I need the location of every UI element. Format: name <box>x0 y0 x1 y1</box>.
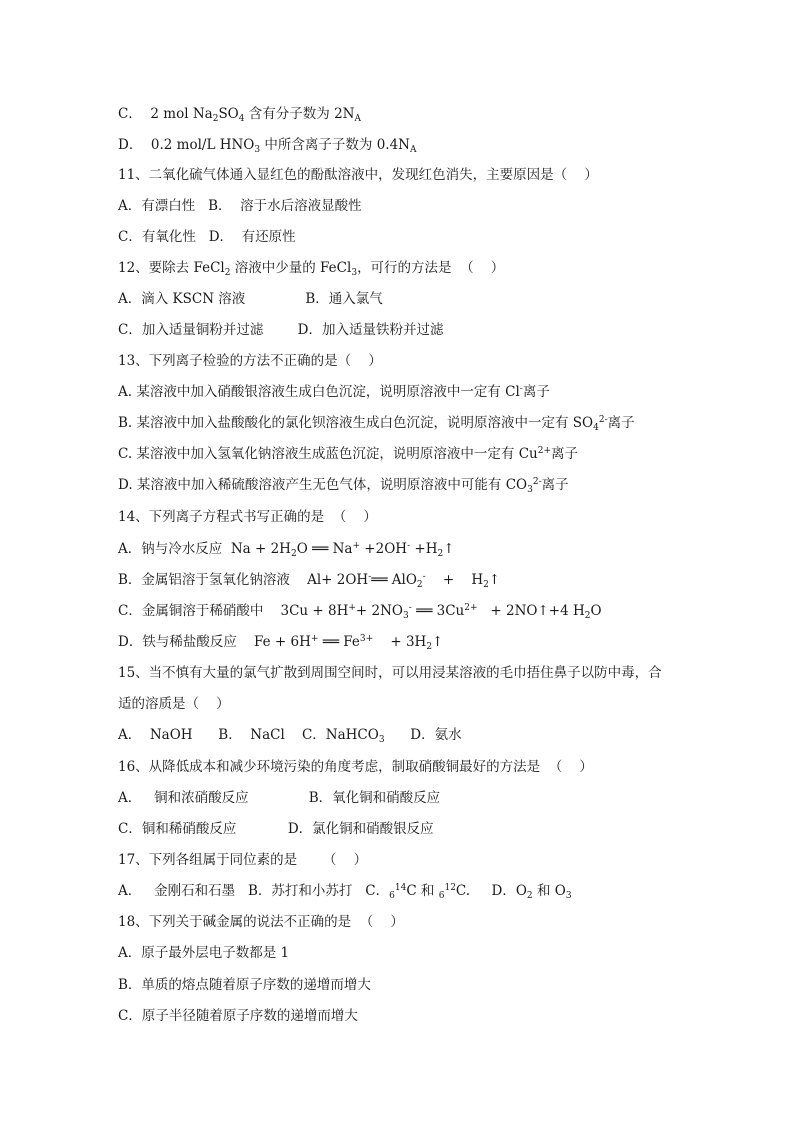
q13-option-d: D. 某溶液中加入稀硫酸溶液产生无色气体，说明原溶液中可能有 $CO_3^{2-}$离子 <box>118 477 569 495</box>
q11-stem: 11、二氧化硫气体通入显红色的酚酞溶液中，发现红色消失，主要原因是（ ） <box>118 167 598 183</box>
q14-option-c: C．金属铜溶于稀硝酸中 $3Cu + 8H^++ 2NO_3^-$ ══ $3Cu^{2+}$ + 2NO↑+4 $H_2O$ <box>118 603 602 621</box>
q10-option-d: D． 0.2 mol/L $HNO_3$ 中所含离子子数为 $0.4N_A$ <box>118 137 417 155</box>
q12-options-cd: C．加入适量铜粉并过滤 D．加入适量铁粉并过滤 <box>118 322 444 338</box>
q15-options: A． NaOH B． NaCl C．NaHCO$_3$ D．氨水 <box>118 727 462 745</box>
q13-option-c: C. 某溶液中加入氢氧化钠溶液生成蓝色沉淀，说明原溶液中一定有 $Cu^{2+}$离子 <box>118 446 579 462</box>
q15-stem-1: 15、当不慎有大量的氯气扩散到周围空间时，可以用浸某溶液的毛巾捂住鼻子以防中毒，合 <box>118 665 662 681</box>
q11-options-ab: A．有漂白性 B． 溶于水后溶液显酸性 <box>118 198 362 214</box>
q14-option-d: D．铁与稀盐酸反应 Fe + 6H+ ══ $Fe^{3+}$ + $3H_2↑$ <box>118 634 444 652</box>
q16-options-ab: A． 铜和浓硝酸反应 B．氧化铜和硝酸反应 <box>118 790 441 806</box>
q17-options: A． 金刚石和石墨 B．苏打和小苏打 C．$_6^{14}$C 和 $_6^{12}$C. D．$O_2$ 和 $O_3$ <box>118 883 572 901</box>
q16-options-cd: C．铜和稀硝酸反应 D．氯化铜和硝酸银反应 <box>118 821 434 837</box>
q13-option-a: A. 某溶液中加入硝酸银溶液生成白色沉淀，说明原溶液中一定有 Cl-离子 <box>118 384 550 400</box>
q13-stem: 13、下列离子检验的方法不正确的是（ ） <box>118 353 382 369</box>
q11-options-cd: C．有氧化性 D． 有还原性 <box>118 229 296 245</box>
q14-option-a: A．钠与冷水反应 $Na + 2H_2O$ ══ $Na^+ +2OH^- +H_2↑$ <box>118 541 455 559</box>
q14-option-b: B．金属铝溶于氢氧化钠溶液 Al+ 2OH-══ AlO$_2$- + $H_2↑$ <box>118 572 501 590</box>
q16-stem: 16、从降低成本和减少环境污染的角度考虑，制取硝酸铜最好的方法是 （ ） <box>118 759 593 775</box>
q18-option-a: A．原子最外层电子数都是 1 <box>118 945 290 961</box>
q18-stem: 18、下列关于碱金属的说法不正确的是 （ ） <box>118 914 404 930</box>
q12-stem: 12、要除去 FeCl$_2$ 溶液中少量的 FeCl$_3$，可行的方法是 （ ） <box>118 260 505 278</box>
q18-option-b: B．单质的熔点随着原子序数的递增而增大 <box>118 977 371 993</box>
q18-option-c: C．原子半径随着原子序数的递增而增大 <box>118 1008 358 1024</box>
q15-stem-2: 适的溶质是（ ） <box>118 696 230 712</box>
q13-option-b: B. 某溶液中加入盐酸酸化的氯化钡溶液生成白色沉淀，说明原溶液中一定有 $SO_4^{2-}$离子 <box>118 415 635 433</box>
q14-stem: 14、下列离子方程式书写正确的是 （ ） <box>118 509 377 525</box>
q12-options-ab: A．滴入 KSCN 溶液 B．通入氯气 <box>118 291 383 307</box>
q10-option-c: C． 2 mol $Na_2SO_4$ 含有分子数为 $2N_A$ <box>118 106 361 124</box>
q17-stem: 17、下列各组属于同位素的是 （ ） <box>118 852 368 868</box>
